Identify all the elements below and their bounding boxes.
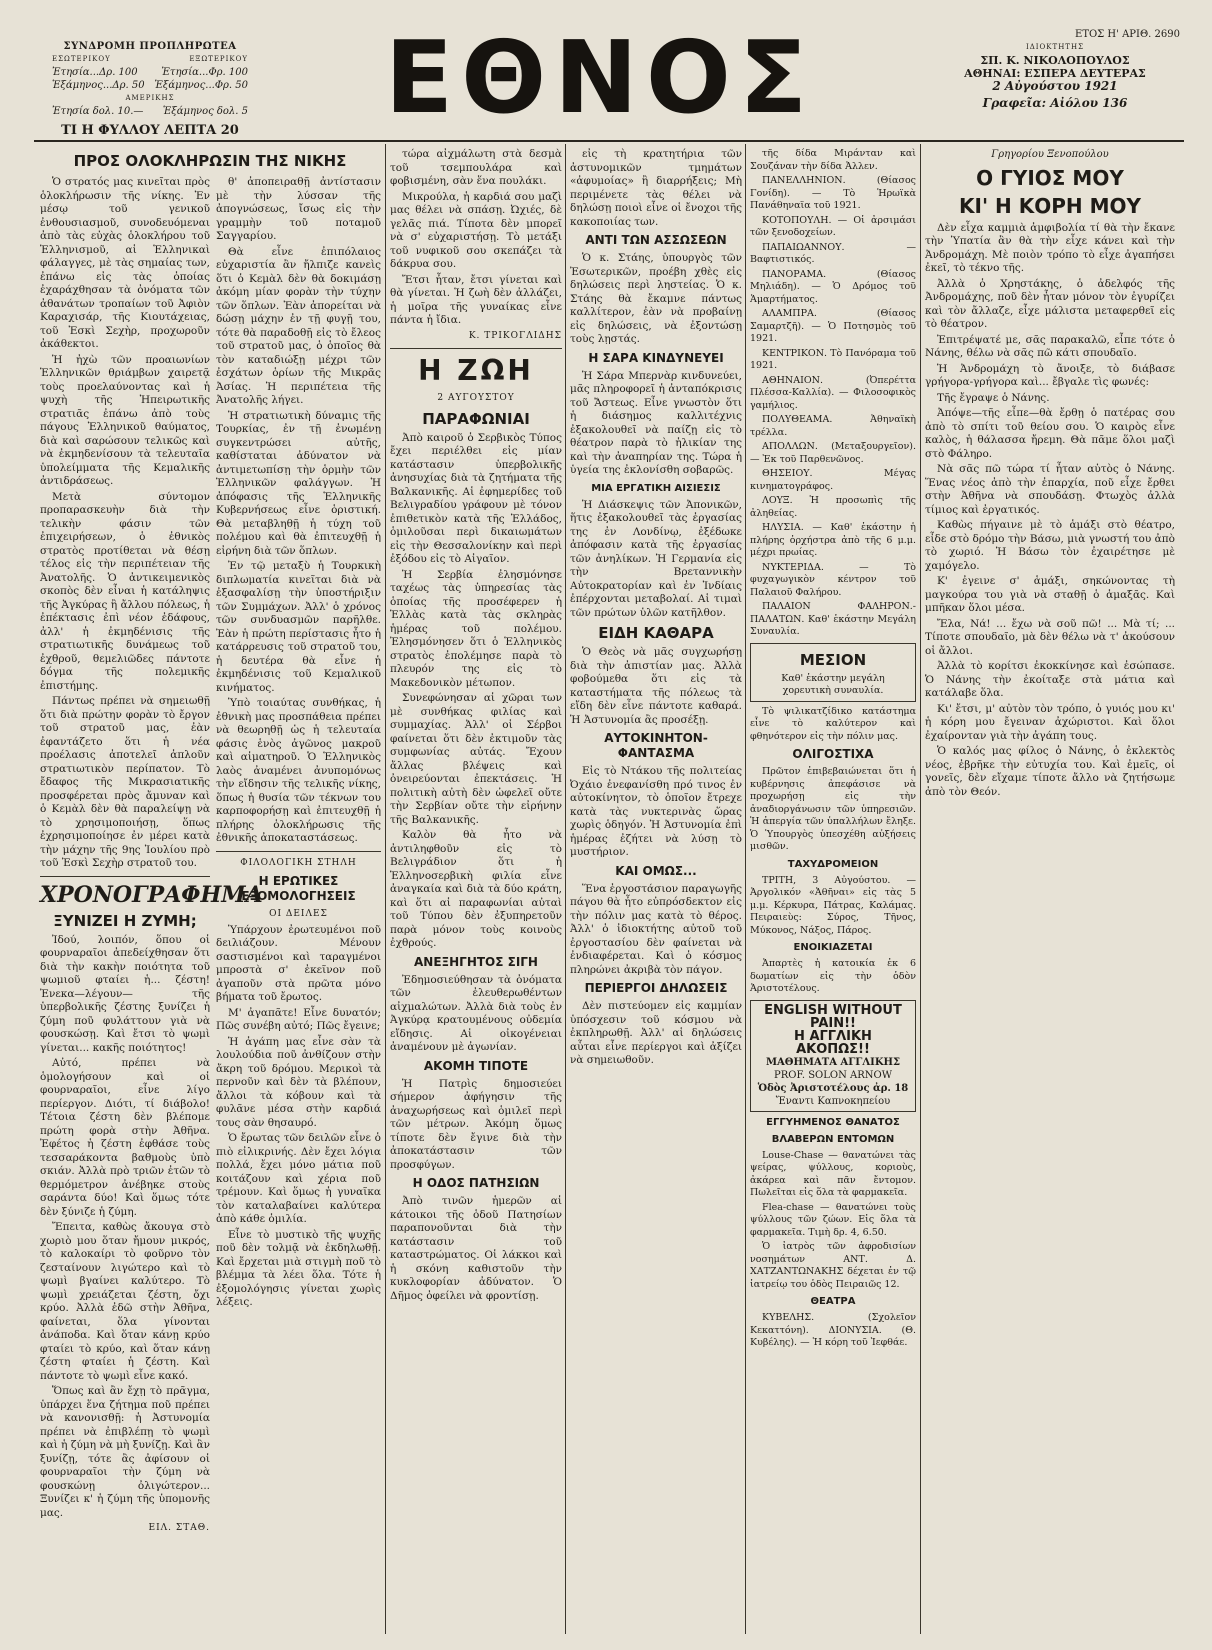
theatre-listing: ΑΘΗΝΑΙΟΝ. (Ὀπερέττα Πλέσσα-Καλλία). — Φιλοσοφικὸς γαμήλιος. (750, 374, 916, 411)
theatre-listing: ΚΥΒΕΛΗΣ. (Σχολεῖον Κεκαττόνη). ΔΙΟΝΥΣΙΑ. (Θ. Κυβέλης). — Ἡ κόρη τοῦ Ἰεφθάε. (750, 1312, 916, 1348)
article-paragraph: εἰς τὴ κρατητήρια τῶν ἀστυνομικῶν τμημάτων «ἀφυμοίας» ἢ διαρρήξεις; Μὴ περιμένετε τὰς θέλει νὰ δηλώσῃ ποιοὶ εἶνε οἱ ἔνοχοι τῆς κακοποιίας των. (570, 148, 742, 228)
listing-text: τῆς δίδα Μιράνταν καὶ Σουζάναν τὴν δίδα Ἀλλεν. (750, 148, 916, 172)
section-divider (216, 851, 381, 852)
article-paragraph: Ἐν τῷ μεταξὺ ἡ Τουρκικὴ διπλωματία κινεῖται διὰ νὰ ἐξασφαλίσῃ τὴν ὑποστήριξιν τῶν Συμμάχων. Ἀλλ' ὁ χρόνος τῶν συνδυασμῶν παρῆλθε. Ἐὰν ἡ πρώτη περίστασις ἦτο ἡ κατάρρευσις τοῦ στρατοῦ του, ἡ δευτέρα θὰ εἶνε ἡ ἐκμηδένισις τοῦ Κεμαλικοῦ κινήματος. (216, 560, 381, 694)
serial-paragraph: Κ' ἐγεινε σ' ἁμάξι, σηκώνοντας τὴ μαγκούρα του γιὰ νὰ σταθῇ ὁ ἁμαξᾶς. Καὶ μπῆκαν ὅλοι μέσα. (925, 575, 1175, 614)
theatre-listing: ΚΟΤΟΠΟΥΛΗ. — Οἱ ἀρσιμάσι τῶν ξενοδοχείων. (750, 214, 916, 238)
article-headline: ΑΝΕΞΗΓΗΤΟΣ ΣΙΓΗ (414, 954, 538, 969)
article-paragraph: Ἔπειτα, καθὼς ἄκουγα στὸ χωριὸ μου ὅταν ἤμουν μικρός, τὸ καλοκαίρι τὸ φοῦρνο τὸν ζεσταίνουν λιγώτερο καὶ τὸ ψωμὶ βγαίνει καλύτερο. Τὸ ψωμὶ χρειάζεται ζέστη, ὄχι κρύο. Ἀλλὰ ἐδῶ στὴν Ἀθῆνα, φαίνεται, ὅλα γίνονται ἀνάποδα. Καὶ ὅταν κάνῃ κρύο φταίει τὸ κρύο, καὶ ὅταν κάνῃ ζέστη φταίει ἡ ζέστη. Καὶ πάντοτε τὸ ψωμὶ εἶνε κακό. (40, 1221, 210, 1382)
advert-headline: ΒΛΑΒΕΡΩΝ ΕΝΤΟΜΩΝ (771, 1133, 895, 1145)
subscription-title: ΣΥΝΔΡΟΜΗ ΠΡΟΠΛΗΡΩΤΕΑ (63, 41, 237, 52)
price-annual-interior: Ἐτησία...Δρ. 100 (52, 67, 138, 78)
column-2 (216, 176, 381, 1636)
article-paragraph: Δὲν πιστεύομεν εἰς καμμίαν ὑπόσχεσιν τοῦ κόσμου νὰ ἐκπληρωθῇ. Ἀλλ' αἱ δηλώσεις αὗται εἶνε περίεργοι καὶ ἀξίζει νὰ σημειωθοῦν. (570, 1000, 742, 1066)
price-half-exterior: Ἑξάμηνος...Φρ. 50 (154, 80, 248, 91)
article-paragraph: Ὑπάρχουν ἐρωτευμένοι ποῦ δειλιάζουν. Μένουν σαστισμένοι καὶ ταραγμένοι μπροστὰ σ' ἐκεῖνον ποῦ ἀγαποῦν στὰ πρῶτα μόνο βήματα τοῦ ἔρωτος. (216, 923, 381, 1003)
advert-text: Flea-chase — θανατώνει τοὺς ψύλλους τῶν ζώων. Εἰς ὅλα τὰ φαρμακεῖα. Τιμὴ δρ. 4, 6.50. (750, 1201, 916, 1238)
advert-address: Ὁδὸς Ἀριστοτέλους ἀρ. 18 (757, 1082, 909, 1094)
article-paragraph: Ἐδημοσιεύθησαν τὰ ὀνόματα τῶν ἐλευθερωθέντων αἰχμαλώτων. Ἀλλὰ διὰ τοὺς ἐν Ἀγκύρᾳ κρατουμένους οὐδεμία εἴδησις. Αἱ οἰκογένειαι ἀναμένουν μὲ ἀγωνίαν. (390, 973, 562, 1053)
article-headline: ΘΕΑΤΡΑ (810, 1296, 856, 1307)
section-divider (390, 348, 562, 349)
serial-author: Γρηγορίου Ξενοπούλου (991, 149, 1109, 160)
theatre-listing: ΛΟΥΞ. Ἡ προσωπὶς τῆς ἀληθείας. (750, 495, 916, 519)
advert-text: Ὁ ἰατρὸς τῶν ἀφροδισίων νοσημάτων ΑΝΤ. Δ. ΧΑΤΖΑΝΤΩΝΑΚΗΣ δέχεται ἐν τῷ ἰατρείῳ του ὁδὸς Πειραιῶς 12. (750, 1241, 916, 1290)
serial-paragraph: Ἀλλὰ τὸ κορίτσι ἐκοκκίνησε καὶ ἐσώπασε. Ὁ Νάνης τὴν ἐκοίταξε στὰ μάτια καὶ κατάλαβε ὅλα. (925, 660, 1175, 699)
article-paragraph: Μικρούλα, ἡ καρδιά σου μαζὶ μας θέλει νὰ σπάσῃ. Ὠχιές, δὲ γελᾶς πιά. Τίποτα δὲν μπορεῖ νὰ σ' εὐχαριστήσῃ. Τὸ μετάξι τοῦ νυφικοῦ σου σκεπάζει τὰ δάκρυα σου. (390, 190, 562, 270)
theatre-listing: ΠΑΝΟΡΑΜΑ. (Θίασος Μηλιάδη). — Ὁ Δρόμος τοῦ Ἁμαρτήματος. (750, 268, 916, 305)
advert-title-en: ENGLISH WITHOUT PAIN!! (764, 1002, 902, 1031)
article-headline: ΚΑΙ ΟΜΩΣ... (615, 863, 697, 878)
section-label: ΦΙΛΟΛΟΓΙΚΗ ΣΤΗΛΗ (240, 857, 357, 868)
masthead: ΕΘΝΟΣ (384, 19, 816, 136)
theatre-listing: ΚΕΝΤΡΙΚΟΝ. Τὸ Πανόραμα τοῦ 1921. (750, 347, 916, 371)
advert-text: Τὸ ψιλικατζίδικο κατάστημα εἶνε τὸ καλύτερον καὶ φθηνότερον εἰς τὴν πόλιν μας. (750, 705, 916, 742)
article-paragraph: Αὐτό, πρέπει νὰ ὁμολογήσουν καὶ οἱ φουρναραῖοι, εἶνε λίγο περίεργον. Διότι, τί διάβολο! Τέτοια ζέστη δὲν βλέπομε πρώτη φορὰ στὴν Ἀθῆνα. Ἐφέτος ἡ ζέστη ἐφθάσε τοὺς τεσσαράκοντα βαθμοὺς ὑπὸ σκιάν. Ἀλλὰ πρὸ τριῶν ἐτῶν τὸ θερμόμετρον ἀνέβηκε στοὺς σαράντα δύο! Καὶ ὅμως τότε δὲν ξύνιζε ἡ ζύμη. (40, 1057, 210, 1218)
article-paragraph: Ἡ στρατιωτικὴ δύναμις τῆς Τουρκίας, ἐν τῇ ἐνωμένῃ συγκεντρώσει αὐτῆς, καθίσταται ἀδύνατον νὰ ἀντιμετωπίσῃ τὴν ὁρμὴν τῶν Ἑλληνικῶν φαλάγγων. Ἡ ἀπόφασις τῆς Ἑλληνικῆς Κυβερνήσεως εἶνε ὁριστική. Θὰ μεταβληθῇ ἡ τύχη τοῦ πολέμου καὶ θὰ ἐπιτευχθῇ ἡ εἰρήνη διὰ τῶν ὅπλων. (216, 409, 381, 557)
article-headline: Η ΕΡΩΤΙΚΕΣ ΕΞΟΜΟΛΟΓΗΣΕΙΣ (241, 874, 356, 903)
subscription-row (52, 79, 248, 92)
article-headline: ΞΥΝΙΖΕΙ Η ΖΥΜΗ; (53, 911, 197, 930)
interior-label: ΕΣΩΤΕΡΙΚΟΥ (52, 55, 111, 63)
article-paragraph: Πάντως πρέπει νὰ σημειωθῇ ὅτι διὰ πρώτην φορὰν τὸ ἔργον τοῦ στρατοῦ μας, ἐὰν ἐφαντάζετο ὅτι ἡ νέα προέλασις ἀποτελεῖ ἁπλοῦν στρατιωτικὸν περίπατον. Τὸ ἔδαφος τῆς Μικρασιατικῆς προσφέρεται πρὸς ἄμυναν καὶ ὁ Κεμὰλ δὲν θὰ παραλείψῃ νὰ τὸ χρησιμοποιήσῃ, ὅπως ἐχρησιμοποίησε ἐν μέρει κατὰ τὴν μάχην τῆς 9ης Ἰουλίου πρὸ τοῦ Ἐσκὶ Σεχὴρ στρατοῦ του. (40, 695, 210, 869)
article-headline: Η ΣΑΡΑ ΚΙΝΔΥΝΕΥΕΙ (588, 350, 724, 365)
serial-paragraph: Ὁ καλός μας φίλος ὁ Νάνης, ὁ ἐκλεκτὸς νέος, ἐβρῆκε τὴν εὐτυχία του. Καὶ ἐμεῖς, οἱ γονεῖς, δὲν εἴχαμε τίποτε ἄλλο νὰ ζητήσωμε ἀπὸ τὸν Θεόν. (925, 745, 1175, 798)
theatre-listing: ΑΛΑΜΠΡΑ. (Θίασος Σαμαρτζῆ). — Ὁ Ποτησμὸς τοῦ 1921. (750, 308, 916, 344)
advert-title-gr: Η ΑΓΓΛΙΚΗ ΑΚΟΠΩΣ!! (794, 1028, 872, 1057)
english-lessons-advert (750, 1000, 916, 1112)
article-paragraph: Μ' ἀγαπᾶτε! Εἶνε δυνατόν; Πῶς συνέβη αὐτό; Πῶς ἔγεινε; (216, 1006, 381, 1032)
office-address: Γραφεῖα: Αἰόλου 136 (982, 96, 1128, 110)
article-subheading: ΟΙ ΔΕΙΛΕΣ (269, 909, 328, 919)
main-headline: ΠΡΟΣ ΟΛΟΚΛΗΡΩΣΙΝ ΤΗΣ ΝΙΚΗΣ (73, 152, 347, 170)
owner-name: ΣΠ. Κ. ΝΙΚΟΛΟΠΟΥΛΟΣ (980, 54, 1130, 67)
article-headline: ΑΥΤΟΚΙΝΗΤΟΝ-ΦΑΝΤΑΣΜΑ (604, 731, 708, 760)
article-paragraph: Ὁ κ. Στάης, ὑπουργὸς τῶν Ἐσωτερικῶν, προέβη χθὲς εἰς δηλώσεις περὶ ληστείας. Ὁ κ. Στάης θὰ ἔκαμνε πάντως καλλίτερον, ἐὰν νὰ προβαίνῃ εἰς δηλώσεις, νὰ ἐξοντώσῃ τοὺς λῃστάς. (570, 252, 742, 345)
article-paragraph: Ἡ Διάσκεψις τῶν Ἀπονικῶν, ἥτις ἐξακολουθεῖ τὰς ἐργασίας της ἐν Λονδίνῳ, ἐξέδωκε ἀπόφασιν κατὰ τῆς ἐργασίας τῶν ἀνηλίκων. Ἡ Γερμανία εἰς τὴν Βρεταννικὴν Αὐτοκρατορίαν καὶ ἐν Ἰνδίαις ἐπέρχονται μεταβολαί. Αἱ τιμαὶ τῶν πρώτων ὑλῶν κατῆλθον. (570, 498, 742, 619)
serial-paragraph: Νὰ σᾶς πῶ τώρα τί ἦταν αὐτὸς ὁ Νάνης. Ἕνας νέος ἀπὸ τὴν ἐπαρχία, ποῦ εἶχε ἔρθει στὴν Ἀθῆνα νὰ σπουδάσῃ. Φτωχὸς ἀλλὰ τίμιος καὶ ἐργατικός. (925, 463, 1175, 516)
article-paragraph: Ἔτσι ἦταν, ἔτσι γίνεται καὶ θὰ γίνεται. Ἡ ζωὴ δὲν ἀλλάζει, ἡ μοῖρα τῆς γυναίκας εἶνε πάντα ἡ ἴδια. (390, 273, 562, 326)
column-5 (750, 148, 916, 1636)
article-paragraph: ΤΡΙΤΗ, 3 Αὐγούστου. — Ἀργολικόν «Ἀθῆναι» εἰς τὰς 5 μ.μ. Κέρκυρα, Πάτρας, Καλάμας. Πειραιεὺς: Σύρος, Τῆνος, Μύκονος, Νάξος, Πάρος. (750, 874, 916, 936)
section-banner-zoi: Η ΖΩΗ (418, 354, 534, 387)
serial-paragraph: Ἔλα, Νά! ... ἔχω νὰ σοῦ πῶ! ... Μὰ τί; ... Τίποτε σπουδαῖο, μὰ δὲν θέλω νὰ τ' ἀκούσουν οἱ ἄλλοι. (925, 617, 1175, 657)
advert-box (750, 643, 916, 702)
advert-title: ΜΕΣΙΟΝ (799, 650, 867, 669)
article-paragraph: τώρα αἰχμάλωτη στὰ δεσμὰ τοῦ τσεμπουλάρα καὶ φοβισμένη, σὰν ἕνα πουλάκι. (390, 148, 562, 187)
subscription-box (52, 40, 248, 137)
serial-paragraph: Τῆς ἔγραψε ὁ Νάνης. (937, 391, 1050, 404)
serial-paragraph: Καθὼς πήγαινε μὲ τὸ ἁμάξι στὸ θέατρο, εἶδε στὸ δρόμο τὴν Βάσω, μιὰ γνωστή του ἀπὸ τὸ χωριό. Ἡ Βάσω τὸν ἐχαιρέτησε μὲ χαμόγελο. (925, 519, 1175, 572)
article-headline: ΜΙΑ ΕΡΓΑΤΙΚΗ ΑΙΣΙΕΣΙΣ (591, 482, 721, 494)
theatre-listing: ΠΟΛΥΘΕΑΜΑ. Ἀθηναϊκὴ τρέλλα. (750, 414, 916, 438)
advert-lessons: ΜΑΘΗΜΑΤΑ ΑΓΓΛΙΚΗΣ (765, 1056, 901, 1068)
article-paragraph: Ἡ ἀγάπη μας εἶνε σὰν τὰ λουλούδια ποῦ ἀνθίζουν στὴν ἄκρη τοῦ δρόμου. Μερικοὶ τὰ περνοῦν καὶ δὲν τὰ βλέπουν, ἄλλοι τὰ κόβουν καὶ τὰ φυλᾶνε μέσα στὴν καρδιά τους σὰν θησαυρό. (216, 1035, 381, 1129)
theatre-listing: ΠΑΠΑΙΩΑΝΝΟΥ. — Βαφτιστικός. (750, 241, 916, 265)
exterior-label: ΕΞΩΤΕΡΙΚΟΥ (189, 55, 248, 63)
price-half-america: Ἑξάμηνος δολ. 5 (162, 106, 248, 117)
column-4 (570, 148, 742, 1636)
article-paragraph: Ἡ Πατρὶς δημοσιεύει σήμερον ἀφήγησιν τῆς ἀναχωρήσεως καὶ ὁμιλεῖ περὶ τῶν μέτρων. Ἀκόμη ὅμως τίποτε δὲν ἔγινε διὰ τὴν ἀποκατάστασιν τῶν προσφύγων. (390, 1077, 562, 1171)
article-paragraph: Θὰ εἶνε ἐπιπόλαιος εὐχαριστία ἂν ἤλπιζε κανεὶς ὅτι ὁ Κεμὰλ δὲν θὰ δοκιμάσῃ ἀκόμη μίαν φορὰν τὴν τύχην τῶν ὅπλων. Ἐὰν ἀπορείται νὰ δώσῃ μάχην ἐν τῇ φυγῇ του, τότε θὰ παραδοθῇ εἰς τὸ ἔλεος τοῦ στρατοῦ μας, ὁ ὁποῖος θὰ τὸν καταδιώξῃ μέχρι τῶν ἐσχάτων ὁρίων τῆς Μικρᾶς Ἀσίας. Ἡ περιπέτεια τῆς Ἀνατολῆς λήγει. (216, 245, 381, 406)
price-half-interior: Ἑξάμηνος...Δρ. 50 (52, 80, 145, 91)
article-paragraph: Ἀπὸ τινῶν ἡμερῶν αἱ κάτοικοι τῆς ὁδοῦ Πατησίων παραπονοῦνται διὰ τὴν κατάστασιν τοῦ καταστρώματος. Οἱ λάκκοι καὶ ἡ σκόνη καθιστοῦν τὴν κυκλοφορίαν ἀδύνατον. Ὁ Δῆμος ὀφείλει νὰ φροντίσῃ. (390, 1195, 562, 1302)
column-rule (385, 144, 386, 1634)
advert-text: Καθ' ἑκάστην μεγάλη χορευτικὴ συναυλία. (781, 672, 885, 696)
serial-title: Ο ΓΥΙΟΣ ΜΟΥ (976, 165, 1124, 190)
theatre-listing: ΘΗΣΕΙΟΥ. Μέγας κινηματογράφος. (750, 468, 916, 492)
issue-price: ΤΙ Η ΦΥΛΛΟΥ ΛΕΠΤΑ 20 (61, 123, 239, 138)
article-headline: ΕΙΔΗ ΚΑΘΑΡΑ (598, 624, 714, 642)
theatre-listing: ΝΥΚΤΕΡΙΔΑ. — Τὸ φυχαγωγικὸν κέντρον τοῦ Παλαιοῦ Φαλήρου. (750, 561, 916, 598)
advert-headline: ΕΓΓΥΗΜΕΝΟΣ ΘΑΝΑΤΟΣ (766, 1116, 900, 1128)
column-1 (40, 176, 263, 1636)
article-paragraph: Μετὰ σύντομον προπαρασκευὴν διὰ τὴν τελικὴν φάσιν τῶν ἐπιχειρήσεων, ὁ ἐθνικὸς στρατὸς προτίθεται νὰ θέσῃ τέλος εἰς τὴν περιπέτειαν τῆς Ἀνατολῆς. Ὁ ἀντικειμενικὸς σκοπὸς δὲν εἶναι ἡ κατάληψις τῆς Ἀγκύρας ἢ ἄλλου πόλεως, ἡ ἐπέκτασις ἐπὶ νέον ἐδάφους, ἀλλ' ἡ ἐκμηδένισις τῆς στρατιωτικῆς δυνάμεως τοῦ ἐχθροῦ, θεμελιῶδες πάντοτε δόγμα τῆς πολεμικῆς ἐπιστήμης. (40, 490, 210, 692)
advert-prof: PROF. SOLON ARNOW (774, 1069, 892, 1081)
article-paragraph: Ὁ στρατός μας κινεῖται πρὸς ὁλοκλήρωσιν τῆς νίκης. Ἐν μέσῳ τοῦ γενικοῦ ἐνθουσιασμοῦ, συνοδευόμεναι ἀπὸ τὰς εὐχὰς ὁλοκλήρου τοῦ Ἑλληνισμοῦ, αἱ Ἑλληνικαὶ φάλαγγες, μὲ τὰς σημαίας των, ἐπάνω εἰς τὰς ὁποίας ἐχαράχθησαν τὰ ὀνόματα τῶν ἀθανάτων τροπαίων τοῦ Ἀφιὸν Καραχισάρ, τῆς Κιουτάχειας, τοῦ Ἐσκὶ Σεχὴρ, προχωροῦν ἀκάθεκτοι. (40, 176, 210, 350)
city-edition: ΑΘΗΝΑΙ: ΕΣΠΕΡΑ ΔΕΥΤΕΡΑΣ (964, 67, 1146, 80)
article-headline: ΠΕΡΙΕΡΓΟΙ ΔΗΛΩΣΕΙΣ (584, 981, 728, 995)
article-headline: ΠΑΡΑΦΩΝΙΑΙ (422, 409, 530, 428)
publication-info (930, 28, 1180, 110)
article-paragraph: Ἀπαρτὲς ἡ κατοικία ἐκ 6 δωματίων εἰς τὴν ὁδὸν Ἀριστοτέλους. (750, 958, 916, 994)
column-rule (565, 144, 566, 1634)
price-annual-america: Ἐτησία δολ. 10.— (52, 106, 144, 117)
article-paragraph: Ἕνα ἐργοστάσιον παραγωγῆς πάγου θὰ ἦτο εὐπρόσδεκτον εἰς τὴν πόλιν μας κατὰ τὸ θέρος. Ἀλλ' ὁ ἰδιοκτήτης αὐτοῦ τοῦ ἐργοστασίου δὲν φαίνεται νὰ ἐνδιαφέρεται. Καὶ ὁ κόσμος πληρώνει ἀκριβὰ τὸν πάγον. (570, 882, 743, 976)
price-annual-exterior: Ἐτησία...Φρ. 100 (161, 67, 248, 78)
article-paragraph: Συνεφώνησαν αἱ χῶραι των μὲ συνθήκας φιλίας καὶ συμμαχίας. Ἀλλ' οἱ Σέρβοι φαίνεται ὅτι δὲν ἐκτιμοῦν τὰς συμφωνίας αὐτάς. Ἔχουν ἄλλας βλέψεις καὶ ὀνειρεύονται ἐπεκτάσεις. Ἡ πολιτικὴ αὐτὴ δὲν ὠφελεῖ οὔτε τὴν Σερβίαν οὔτε τὴν εἰρήνην τῆς Βαλκανικῆς. (390, 692, 562, 826)
theatre-listing: ΗΛΥΣΙΑ. — Καθ' ἑκάστην ἡ πλήρης ὀρχήστρα ἀπὸ τῆς 6 μ.μ. μέχρι πρωίας. (750, 522, 916, 558)
column-6 (925, 148, 1175, 1636)
article-headline: ΑΝΤΙ ΤΩΝ ΑΣΣΩΣΕΩΝ (585, 233, 727, 247)
article-paragraph: Πρῶτον ἐπιβεβαιώνεται ὅτι ἡ κυβέρνησις ἀπεφάσισε νὰ προχωρήσῃ εἰς τὴν ἀναδιοργάνωσιν τῶν ὑπηρεσιῶν. Ἡ ἀπεργία τῶν ὑπαλλήλων ἔληξε. Ὁ Ὑπουργὸς ὑπεσχέθη αὐξήσεις μισθῶν. (750, 766, 916, 852)
column-3 (390, 148, 562, 1636)
america-label: ΑΜΕΡΙΚΗΣ (125, 94, 175, 102)
subscription-row (52, 105, 248, 118)
serial-paragraph: Δὲν εἶχα καμμιὰ ἀμφιβολία τί θὰ τὴν ἔκανε τὴν Ὑπατία ἂν θὰ τὴν εἶχε κάνει καὶ τὴν Ἀνδρομάχη. Μὲ ποιὸν τρόπο τὸ εἶχε ἀγαπήσει ἐκεῖ, τὸ τέκνο τῆς. (925, 221, 1175, 274)
article-paragraph: Εἶνε τὸ μυστικὸ τῆς ψυχῆς ποῦ δὲν τολμᾷ νὰ ἐκδηλωθῇ. Καὶ ἔρχεται μιὰ στιγμὴ ποῦ τὸ βλέμμα τὰ λέει ὅλα. Τότε ἡ ἐξομολόγησις γίνεται χωρὶς λέξεις. (216, 1228, 381, 1308)
article-paragraph: Ἡ Σάρα Μπερνὰρ κινδυνεύει, μᾶς πληροφορεῖ ἡ ἀνταπόκρισις τοῦ Ἄστεως. Εἶνε γνωστὸν ὅτι ἡ διάσημος καλλιτέχνις ἐξακολουθεῖ νὰ παίζῃ εἰς τὸ θέατρον παρὰ τὸ ἡλικίαν της καὶ τὴν ἀναπηρίαν της. Τώρα ἡ ὑγεία της ἐκλονίσθη σοβαρῶς. (570, 369, 742, 476)
article-signature: Κ. ΤΡΙΚΟΓΛΙΔΗΣ (468, 330, 562, 341)
issue-date: 2 Αὐγούστου 1921 (992, 79, 1118, 93)
serial-paragraph: Ἀλλὰ ὁ Χρηστάκης, ὁ ἀδελφός τῆς Ἀνδρομάχης, ποῦ δὲν ἦταν μόνον τὸν ἐγυρίζει καὶ τὸν ἄλλαζε, εἶχε μάλιστα μεταφερθεῖ εἰς τὸ θέατρον. (925, 277, 1175, 330)
theatre-listing: ΑΠΟΛΛΩΝ. (Μεταξουργεῖον). — Ἐκ τοῦ Παρθενῶνος. (750, 441, 916, 465)
advert-text: Louse-Chase — θανατώνει τὰς ψείρας, ψύλλους, κοριοὺς, ἀκάρεα καὶ πᾶν ἔντομον. Πωλεῖται εἰς ὅλα τὰ φαρμακεῖα. (750, 1149, 916, 1198)
serial-paragraph: Ἡ Ἀνδρομάχη τὸ ἄνοιξε, τὸ διάβασε γρήγορα-γρήγορα καὶ... ἔβγαλε τὶς φωνές: (925, 362, 1175, 388)
article-paragraph: Εἰς τὸ Ντάκου τῆς πολιτείας Ὀχάιο ἐνεφανίσθη πρό τινος ἐν αὐτοκίνητον, τὸ ὁποῖον ἔτρεχε κατὰ τὰς νυκτερινὰς ὥρας χωρὶς ὁδηγόν. Ἡ Ἀστυνομία ἐπὶ ἡμέρας ἐζήτει νὰ λύσῃ τὸ μυστήριον. (570, 765, 742, 858)
column-rule (745, 144, 746, 1634)
theatre-listing: ΠΑΝΕΛΛΗΝΙΟΝ. (Θίασος Γονίδη). — Τὸ Ἡρωϊκὰ Πανάθηναϊα τοῦ 1921. (750, 175, 916, 211)
year-issue: ΕΤΟΣ Η' ΑΡΙΘ. 2690 (1075, 29, 1180, 40)
article-paragraph: Ὁ ἔρωτας τῶν δειλῶν εἶνε ὁ πιὸ εἰλικρινής. Δὲν ἔχει λόγια πολλά, ἔχει μόνο μάτια ποῦ κοιτάζουν καὶ χέρια ποῦ τρέμουν. Καὶ ὅμως ἡ γυναῖκα τὸν καταλαβαίνει καλύτερα ἀπὸ κάθε ὁμιλία. (216, 1132, 381, 1225)
advert-address-2: Ἔναντι Καπνοκηπείου (775, 1095, 891, 1107)
article-paragraph: Ἡ Σερβία ἐλησμόνησε ταχέως τὰς ὑπηρεσίας τὰς ὁποίας τῆς προσέφερεν ἡ Ἑλλὰς κατὰ τὰς σκληρὰς ἡμέρας τοῦ πολέμου. Ἐλησμόνησεν ὅτι ὁ Ἑλληνικὸς στρατὸς ἐπολέμησε παρὰ τὸ πλευρόν της εἰς τὸ Μακεδονικὸν μέτωπον. (390, 568, 562, 689)
article-paragraph: Ἀπὸ καιροῦ ὁ Σερβικὸς Τύπος ἔχει περιέλθει εἰς μίαν κατάστασιν ὑπερβολικῆς ἀνησυχίας διὰ τὰ ζητήματα τῆς Βαλκανικῆς. Αἱ ἐφημερίδες τοῦ Βελιγραδίου γράφουν μὲ τόνον ἐπιθετικὸν κατὰ τῆς Ἑλλάδος, ὁμιλοῦσαι περὶ δικαιωμάτων εἰς τὴν Θεσσαλονίκην καὶ περὶ ἐξόδου εἰς τὸ Αἰγαῖον. (390, 431, 562, 565)
article-signature: ΕΙΛ. ΣΤΑΘ. (148, 1523, 210, 1533)
article-paragraph: θ' ἀποπειραθῇ ἀντίστασιν μὲ τὴν λύσσαν τῆς ἀπογνώσεως, ἴσως εἰς τὴν γραμμὴν τοῦ ποταμοῦ Σαγγαρίου. (216, 176, 381, 242)
subscription-row (52, 66, 248, 79)
article-paragraph: Καλὸν θὰ ἦτο νὰ ἀντιληφθοῦν εἰς τὸ Βελιγράδιον ὅτι ἡ Ἑλληνοσερβικὴ φιλία εἶνε ἀναγκαία καὶ διὰ τὰ δύο κράτη, καὶ ὅτι αἱ παραφωνίαι αὐταὶ τοῦ Τύπου δὲν ἐξυπηρετοῦν παρὰ μόνον τοὺς κοινοὺς ἐχθρούς. (390, 829, 562, 949)
serial-paragraph: Κι' ἔτσι, μ' αὐτὸν τὸν τρόπο, ὁ γυιός μου κι' ἡ κόρη μου ἔγειναν ἀχώριστοι. Καὶ ὅλοι ἐχαίρονταν γιὰ τὴν ἀγάπη τους. (925, 702, 1175, 742)
serial-title: ΚΙ' Η ΚΟΡΗ ΜΟΥ (959, 193, 1141, 218)
article-paragraph: Ὁ Θεὸς νὰ μᾶς συγχωρήσῃ διὰ τὴν ἀπιστίαν μας. Ἀλλὰ φοβούμεθα ὅτι εἰς τὰ καταστήματα τῆς πόλεως τὰ εἴδη δὲν εἶνε πάντοτε καθαρά. Ἡ Ἀστυνομία ἂς προσέξῃ. (570, 646, 742, 726)
article-headline: ΟΛΙΓΟΣΤΙΧΑ (792, 747, 874, 761)
serial-paragraph: Ἀπόψε—τῆς εἶπε—θὰ ἔρθῃ ὁ πατέρας σου ἀπὸ τὸ σπίτι τοῦ θείου σου. Ὁ καιρὸς εἶνε καλὸς, ἡ θάλασσα ἤρεμη. Θὰ πᾶμε ὅλοι μαζὶ στὸ Φάληρο. (925, 407, 1175, 460)
article-headline: Η ΟΔΟΣ ΠΑΤΗΣΙΩΝ (412, 1176, 540, 1190)
column-rule (920, 144, 921, 1634)
article-headline: ΑΚΟΜΗ ΤΙΠΟΤΕ (423, 1058, 529, 1073)
header-rule (34, 140, 1184, 142)
serial-paragraph: Ἐπιτρέψατέ με, σᾶς παρακαλῶ, εἶπε τότε ὁ Νάνης, θέλω νὰ σᾶς πῶ κάτι σπουδαῖο. (925, 333, 1175, 359)
section-title-chronographima: ΧΡΟΝΟΓΡΑΦΗΜΑ (40, 881, 263, 908)
section-divider (40, 876, 210, 877)
article-paragraph: Ἰδού, λοιπόν, ὅπου οἱ φουρναραῖοι ἀπεδείχθησαν ὅτι διὰ τὴν κακὴν ποιότητα τοῦ ψωμιοῦ φταίει ἡ... ζέστη! Ἐνεκα—λέγουν— τῆς ὑπερβολικῆς ζέστης ξυνίζει ἡ ζύμη ποῦ φυλάττουν γιὰ νὰ φουσκώσῃ. Καὶ ἔτσι τὸ ψωμὶ γίνεται... κακῆς ποιότητος! (40, 933, 210, 1054)
subscription-labels (52, 53, 248, 66)
article-paragraph: Ὅπως καὶ ἂν ἔχῃ τὸ πρᾶγμα, ὑπάρχει ἕνα ζήτημα ποῦ πρέπει νὰ κανονισθῇ: ἡ Ἀστυνομία πρέπει νὰ ἐπιβλέπῃ τὸ ψωμὶ καὶ ἡ ζύμη νὰ μὴ ξυνίζῃ. Καὶ ἂν ξυνίζῃ, τότε ἂς ἀφίσουν οἱ φουρναραῖοι τὴν ζύμη νὰ φουσκώνῃ ὀλιγώτερον... Ξυνίζει κ' ἡ ζύμη τῆς ὑπομονῆς μας. (40, 1385, 210, 1519)
theatre-listing: ΠΑΛΑΙΟΝ ΦΑΛΗΡΟΝ.-ΠΑΛΑΤΩΝ. Καθ' ἑκάστην Μεγάλη Συναυλία. (750, 601, 916, 637)
article-paragraph: Ἡ ἠχὼ τῶν προαιωνίων Ἑλληνικῶν θριάμβων χαιρετᾷ τοὺς προελαύνοντας καὶ ἡ ψυχὴ τῆς Ἠπειρωτικῆς στρατιᾶς ἐπάνω ἀπὸ τοὺς πάγους Ἑλληνικοῦ θαύματος, διὰ καὶ σαρώσουν τελικῶς καὶ νὰ ἐκμηδενίσουν τὰ τελευταῖα ὑπολείμματα τῆς Κεμαλικῆς ἀντιδράσεως. (40, 353, 210, 487)
article-headline: ΕΝΟΙΚΙΑΖΕΤΑΙ (793, 942, 873, 953)
article-headline: ΤΑΧΥΔΡΟΜΕΙΟΝ (787, 858, 879, 870)
owner-label: ΙΔΙΟΚΤΗΤΗΣ (1025, 43, 1085, 51)
article-paragraph: Ὑπὸ τοιαύτας συνθήκας, ἡ ἐθνικὴ μας προσπάθεια πρέπει νὰ θεωρηθῇ ὡς ἡ τελευταία φάσις ἑνὸς ἀγῶνος μακροῦ καὶ αἱματηροῦ. Ὁ Ἑλληνικὸς λαὸς ἀναμένει ἀνυπομόνως τὴν εἴδησιν τῆς τελικῆς νίκης, ὅπως ἡ θυσία τῶν τέκνων του καρποφορήσῃ καὶ ἐπιτευχθῇ ἡ πλήρης ὁλοκλήρωσις τῆς ἐθνικῆς ἀποκαταστάσεως. (216, 697, 381, 844)
banner-date: 2 ΑΥΓΟΥΣΤΟΥ (437, 393, 515, 403)
